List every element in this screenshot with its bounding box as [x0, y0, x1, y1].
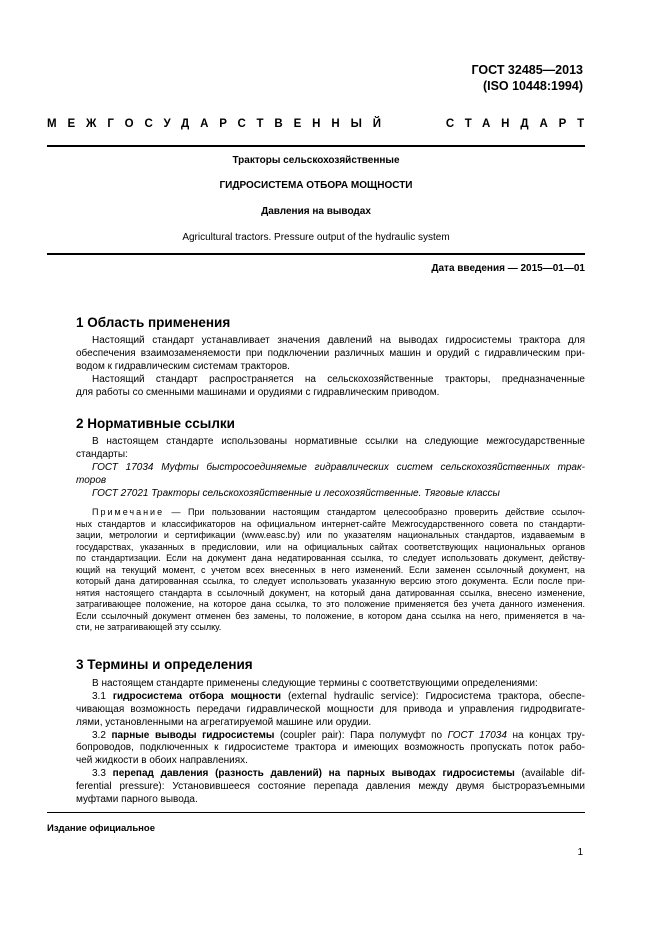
text-line: муфтами парного вывода. [76, 794, 198, 806]
note-label: Примечание [92, 507, 165, 517]
note-line: который дана датированная ссылка, то следует использовать указанную версию этого документа. Если после при- [76, 576, 585, 586]
term-definition-cont: на концах тру- [506, 729, 585, 741]
term-reference: ГОСТ 17034 [447, 729, 507, 741]
term-number: 3.3 [92, 768, 113, 780]
term-name: перепад давления (разность давлений) на парных выводах гидросистемы [112, 768, 515, 780]
introduction-date: Дата введения — 2015—01—01 [431, 263, 585, 274]
official-edition: Издание официальное [47, 823, 155, 834]
section-2-heading: 2 Нормативные ссылки [76, 416, 235, 431]
document-designation [471, 62, 583, 94]
term-number: 3.1 [92, 690, 113, 702]
note-line: зации, метрологии и сертификации (www.easc.by) или по указателям национальных стандартов, издаваемым в [76, 530, 585, 540]
banner-right: СТАНДАРТ [445, 118, 595, 130]
term-3-1 [76, 691, 585, 704]
gost-number: ГОСТ 32485—2013 [471, 63, 583, 77]
note-line: ных стандартов и классификаторов на официальном интернет-сайте Межгосударственного совета по стандарти- [76, 518, 585, 529]
term-definition-start: (external hydraulic service): Гидросистема трактора, обеспе- [281, 690, 585, 702]
top-rule [47, 145, 585, 147]
text-line: торов [76, 474, 107, 486]
term-name: парные выводы гидросистемы [111, 729, 275, 741]
note-line: Если ссылочный документ отменен без замены, то положение, в котором дана ссылка на него, применяется в ча- [76, 610, 585, 621]
section-3-body [76, 678, 585, 807]
term-number: 3.2 [92, 729, 112, 741]
banner-left: МЕЖГОСУДАРСТВЕННЫЙ [47, 118, 392, 130]
page-number: 1 [577, 847, 583, 858]
note-line: ющий на текущий момент, с учетом всех внесенных в него изменений. Если заменен ссылочный документ, на [76, 564, 585, 575]
note-line: сти, не затрагивающей эту ссылку. [76, 622, 222, 632]
section-1-heading: 1 Область применения [76, 315, 231, 330]
section-1-body [76, 335, 585, 399]
english-title: Agricultural tractors. Pressure output of the hydraulic system [182, 232, 450, 243]
text-line: стандарты: [76, 448, 128, 460]
note-line: государствах, указанных в предисловии, или на официальных сайтах соответствующих национальных органов [76, 541, 585, 552]
term-definition-start: (available dif- [514, 768, 585, 780]
middle-rule [47, 253, 585, 255]
section-3-heading: 3 Термины и определения [76, 657, 253, 672]
text-line: лями, установленными на агрегатируемой машине или орудии. [76, 716, 372, 728]
text-line: для работы со сменными машинами и орудиями с гидравлическим приводом. [76, 386, 440, 398]
text-line: Настоящий стандарт устанавливает значения давлений на выводах гидросистемы трактора для [92, 335, 585, 346]
term-definition-start: (coupler pair): Пара полумуфт по [274, 729, 448, 741]
text-line: чивающая возможность передачи гидравлической мощности для привода и управления гидродвигате- [76, 703, 585, 715]
text-line: В настоящем стандарте использованы нормативные ссылки на следующие межгосударственные [92, 436, 585, 447]
title-line-3: Давления на выводах [261, 206, 371, 217]
text-line: обеспечения взаимозаменяемости при подключении различных машин и орудий с гидравлическим при- [76, 347, 585, 359]
iso-number: (ISO 10448:1994) [482, 79, 583, 93]
text-line: Настоящий стандарт распространяется на сельскохозяйственные тракторы, предназначенные [92, 373, 585, 385]
text-line: ferential pressure): Установившееся состояние перепада давления между двумя быстроразъемными [76, 781, 585, 793]
note-first-line [76, 507, 585, 519]
term-name: гидросистема отбора мощности [112, 690, 282, 702]
title-line-2: ГИДРОСИСТЕМА ОТБОРА МОЩНОСТИ [219, 180, 413, 191]
text-line: В настоящем стандарте применены следующие термины с соответствующими определениями: [92, 678, 538, 689]
text-line: чей жидкости в обоих направлениях. [76, 755, 248, 767]
term-3-3 [76, 768, 585, 781]
bottom-rule [47, 812, 585, 813]
reference-gost-17034: ГОСТ 17034 Муфты быстросоединяемые гидравлических систем сельскохозяйственных трак- [92, 461, 585, 473]
text-line: водом к гидравлическим системам тракторов. [76, 360, 290, 372]
reference-gost-27021: ГОСТ 27021 Тракторы сельскохозяйственные и лесохозяйственные. Тяговые классы [92, 487, 500, 499]
note-line: нятия настоящего стандарта в ссылочный документ, на который дана датированная ссылка, внесено изменение, [76, 587, 585, 598]
title-line-1: Тракторы сельскохозяйственные [232, 155, 400, 166]
note-first-text: — При пользовании настоящим стандартом целесообразно проверить действие ссылоч- [164, 507, 585, 517]
note-line: затрагивающее положение, на которое дана ссылка, то это положение применяется без учета данного изменения. [76, 599, 585, 609]
note-line: по стандартизации. Если на документ дана недатированная ссылка, то следует использовать документ, действу- [76, 553, 585, 563]
section-2-body [76, 436, 585, 500]
term-3-2 [76, 730, 585, 743]
interstate-standard-banner [47, 118, 595, 134]
text-line: бопроводов, подключенных к гидросистеме трактора и имеющих возможность пропускать поток рабо- [76, 742, 585, 754]
note-block [76, 507, 585, 634]
